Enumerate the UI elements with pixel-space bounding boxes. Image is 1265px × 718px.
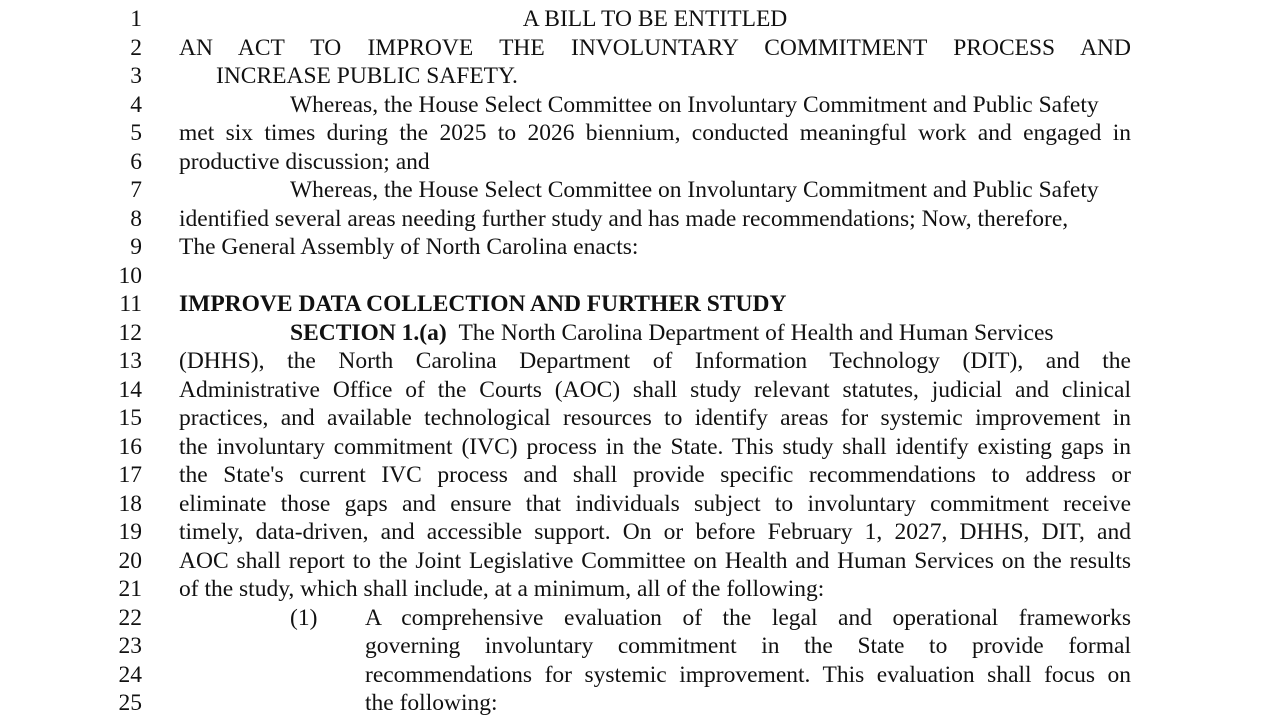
line-number: 5: [130, 120, 142, 146]
list-item-number: (1): [290, 604, 318, 631]
document-line: [0, 34, 1265, 63]
document-line: [0, 91, 1265, 120]
list-item-text: the following:: [365, 690, 498, 716]
document-line: [0, 290, 1265, 319]
body-text: practices, and available technological resources to identify areas for systemic improvement in: [179, 405, 1131, 431]
document-line: [0, 461, 1265, 490]
document-line: [0, 575, 1265, 604]
line-number: 24: [118, 661, 142, 688]
body-text: AOC shall report to the Joint Legislative Committee on Health and Human Services on the results: [179, 547, 1131, 574]
body-text: of the study, which shall include, at a minimum, all of the following:: [179, 576, 825, 602]
line-number: 2: [130, 34, 142, 61]
line-number: 14: [118, 376, 142, 403]
document-line: [0, 404, 1265, 433]
line-number: 4: [130, 91, 142, 118]
document-line: [0, 319, 1265, 348]
line-number: 21: [118, 576, 142, 602]
body-text: met six times during the 2025 to 2026 biennium, conducted meaningful work and engaged in: [179, 120, 1131, 146]
bill-title-text: AN ACT TO IMPROVE THE INVOLUNTARY COMMITMENT PROCESS AND: [179, 34, 1131, 61]
document-line: [0, 148, 1265, 177]
line-number: 6: [130, 148, 142, 175]
document-line: [0, 347, 1265, 376]
body-text: Administrative Office of the Courts (AOC) shall study relevant statutes, judicial and clinical: [179, 376, 1131, 403]
body-text: The General Assembly of North Carolina enacts:: [179, 234, 639, 260]
bill-page: [0, 5, 1265, 718]
body-text: the involuntary commitment (IVC) process in the State. This study shall identify existing gaps in: [179, 433, 1131, 460]
line-number: 15: [118, 405, 142, 431]
document-line: [0, 176, 1265, 205]
document-line: [0, 547, 1265, 576]
line-number: 9: [130, 234, 142, 260]
body-text: (DHHS), the North Carolina Department of Information Technology (DIT), and the: [179, 348, 1131, 374]
line-number: 1: [130, 6, 142, 32]
document-line: [0, 632, 1265, 661]
line-number: 16: [118, 433, 142, 460]
document-line: [0, 62, 1265, 91]
list-item-text: governing involuntary commitment in the State to provide formal: [365, 633, 1131, 659]
line-number: 18: [118, 490, 142, 517]
line-number: 13: [118, 348, 142, 374]
body-text: productive discussion; and: [179, 148, 430, 175]
document-line: [0, 205, 1265, 234]
document-line: [0, 376, 1265, 405]
line-number: 11: [119, 291, 142, 317]
line-number: 19: [118, 519, 142, 545]
line-number: 17: [118, 462, 142, 488]
line-number: 8: [130, 205, 142, 232]
body-text: The North Carolina Department of Health and Human Services: [458, 319, 1054, 346]
document-line: [0, 490, 1265, 519]
line-number: 25: [118, 690, 142, 716]
section-intro: [290, 319, 1131, 348]
document-line: [0, 518, 1265, 547]
document-line: [0, 689, 1265, 718]
line-number: 10: [118, 262, 142, 289]
body-text: eliminate those gaps and ensure that individuals subject to involuntary commitment receive: [179, 490, 1131, 517]
list-item-text: recommendations for systemic improvement. This evaluation shall focus on: [365, 661, 1131, 688]
section-heading: IMPROVE DATA COLLECTION AND FURTHER STUDY: [179, 291, 787, 317]
line-number: 3: [130, 63, 142, 89]
document-line: [0, 119, 1265, 148]
body-text: Whereas, the House Select Committee on Involuntary Commitment and Public Safety: [290, 91, 1099, 118]
bill-title-text: INCREASE PUBLIC SAFETY.: [216, 63, 518, 89]
document-line: [0, 433, 1265, 462]
bill-heading: A BILL TO BE ENTITLED: [522, 6, 788, 32]
line-number: 23: [118, 633, 142, 659]
body-text: Whereas, the House Select Committee on Involuntary Commitment and Public Safety: [290, 177, 1099, 203]
body-text: identified several areas needing further study and has made recommendations; Now, therefore,: [179, 205, 1069, 232]
document-line: [0, 233, 1265, 262]
document-line: [0, 262, 1265, 291]
body-text: the State's current IVC process and shall provide specific recommendations to address or: [179, 462, 1131, 488]
line-number: 22: [118, 604, 142, 631]
line-number: 7: [130, 177, 142, 203]
section-label: SECTION 1.(a): [290, 319, 447, 346]
list-item-text: A comprehensive evaluation of the legal and operational frameworks: [365, 604, 1131, 631]
body-text: timely, data-driven, and accessible support. On or before February 1, 2027, DHHS, DIT, and: [179, 519, 1131, 545]
document-line: [0, 604, 1265, 633]
document-line: [0, 661, 1265, 690]
document-line: [0, 5, 1265, 34]
line-number: 20: [118, 547, 142, 574]
line-number: 12: [118, 319, 142, 346]
